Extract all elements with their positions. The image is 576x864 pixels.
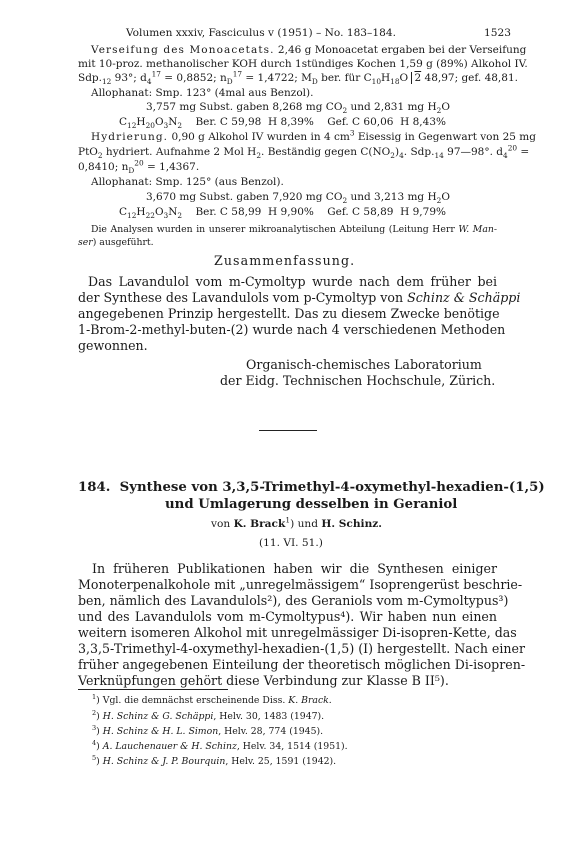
saponification-constants: $Sdp._{12}$ 93°; $d_4^{17} = 0,8852$; $n_D^{17} = 1,4722$; $M_D$ ber. für $C_{10}H_{18}O$ 2 48,97; gef. 48,81. (78, 69, 518, 87)
section-divider (259, 430, 317, 431)
footnote-number: 4 (92, 738, 97, 747)
affiliation-line-2: der Eidg. Technischen Hochschule, Zürich. (220, 373, 496, 388)
footnote-5: $^5$) H. Schinz & J. P. Bourquin, Helv. 25, 1591 (1942). (92, 753, 337, 767)
footnote-1: $^1$) Vgl. die demnächst erscheinende Diss. K. Brack. (92, 692, 332, 706)
body-line-6: 3,3,5-Trimethyl-4-oxymethyl-hexadien-(1,5) (I) hergestellt. Nach einer (78, 641, 525, 656)
article-title-line-2: und Umlagerung desselben in Geraniol (165, 497, 458, 512)
summary-heading: Zusammenfassung. (214, 253, 356, 268)
summary-line-2 (78, 290, 521, 305)
footnote-number: 5 (92, 753, 97, 762)
article-date: (11. VI. 51.) (259, 537, 323, 549)
footnote-number: 2 (92, 708, 97, 717)
author-schinz: H. Schinz. (321, 518, 382, 530)
footnote-authors: H. Schinz & G. Schäppi (102, 711, 214, 722)
analyst-name: W. Man- (458, 224, 497, 235)
saponification-text: 2,46 g Monoacetat ergaben bei der Verseifung (274, 44, 527, 56)
analyst-name-cont: ser (78, 237, 93, 248)
footnote-number: 3 (92, 723, 97, 732)
footnote-reference: , Helv. 28, 774 (1945). (218, 726, 324, 737)
allophanate-2-line: Allophanat: Smp. 125° (aus Benzol). (91, 176, 284, 188)
hydrogenation-line-2: PtO$_2$ hydriert. Aufnahme 2 Mol $H_2$. Beständig gegen $C(NO_2)_4$. $Sdp._{14}$ 97—98°. $d_4^{20}$ = (78, 143, 530, 161)
hydrogenation-line-1 (91, 128, 536, 144)
author-footnote-mark: 1 (285, 515, 291, 525)
running-header-title: Volumen xxxiv, Fasciculus v (1951) – No. 183–184. (126, 27, 396, 39)
allophanate-1-line: Allophanat: Smp. 123° (4mal aus Benzol). (91, 87, 314, 99)
footnote-reference: , Helv. 25, 1591 (1942). (225, 756, 337, 767)
authors-conjunction: ) und (290, 518, 322, 530)
footnote-3: $^3$) H. Schinz & H. L. Simon, Helv. 28, 774 (1945). (92, 723, 324, 737)
body-line-7: früher angegebenen Einteilung der theoretisch möglichen Di-isopren- (78, 657, 526, 672)
body-line-1: In früheren Publikationen haben wir die Synthesen einiger (92, 561, 497, 576)
footnote-reference: , Helv. 34, 1514 (1951). (236, 741, 348, 752)
article-title: Synthese von 3,3,5-Trimethyl-4-oxymethyl-hexadien-(1,5) (119, 480, 545, 495)
body-line-5: weitern isomeren Alkohol mit unregelmässiger Di-isopren-Kette, das (78, 625, 517, 640)
body-line-2: Monoterpenalkohole mit „unregelmässigem“ Isoprengerüst beschrie- (78, 577, 523, 592)
footnote-reference: . (328, 695, 332, 706)
saponification-label: Verseifung des Monoacetats. (91, 44, 275, 56)
body-line-8: Verknüpfungen gehört diese Verbindung zur Klasse B II⁵). (78, 673, 449, 688)
body-line-3: ben, nämlich des Lavandulols²), des Geraniols vom m-Cymoltypus³) (78, 593, 509, 608)
hydrogenation-text: 0,90 g Alkohol IV wurden in 4 $cm^3$ Eisessig in Gegenwart von 25 mg (168, 128, 536, 143)
authors-prefix: von (211, 518, 234, 530)
footnote-2: $^2$) H. Schinz & G. Schäppi, Helv. 30, 1483 (1947). (92, 708, 325, 722)
footnote-authors: H. Schinz & H. L. Simon (102, 726, 219, 737)
page-number: 1523 (484, 27, 511, 39)
hydrogenation-label: Hydrierung. (91, 131, 169, 143)
summary-line-3: angegebenen Prinzip hergestellt. Das zu diesem Zwecke benötige (78, 306, 500, 321)
footnote-authors: K. Brack (288, 695, 329, 706)
analyses-note-line-1 (91, 224, 497, 236)
footnote-text: Vgl. die demnächst erscheinende Diss. (102, 695, 289, 706)
footnote-number: 1 (92, 692, 97, 701)
summary-line-1: Das Lavandulol vom m-Cymoltyp wurde nach dem früher bei (88, 274, 497, 289)
analyses-note-line-2 (78, 237, 154, 249)
hydrogenation-line-3: 0,8410; $n_D^{20} = 1,4367$. (78, 158, 200, 176)
article-title-line-1 (78, 480, 545, 495)
footnote-rule (78, 689, 228, 690)
allophanate-1-analysis: 3,757 mg Subst. gaben 8,268 mg $CO_2$ und 2,831 mg $H_2O$ (146, 101, 450, 116)
summary-line-2-text: der Synthese des Lavandulols vom p-Cymoltyp von (78, 290, 408, 305)
allophanate-1-formula: $C_{12}H_{20}O_3N_2$ Ber. C 59,98 H 8,39% Gef. C 60,06 H 8,43% (119, 116, 446, 131)
footnote-4: $^4$) A. Lauchenauer & H. Schinz, Helv. 34, 1514 (1951). (92, 738, 348, 752)
footnote-reference: , Helv. 30, 1483 (1947). (213, 711, 325, 722)
body-line-4: und des Lavandulols vom m-Cymoltypus⁴). Wir haben nun einen (78, 609, 497, 624)
analyses-note-text: Die Analysen wurden in unserer mikroanalytischen Abteilung (Leitung Herr (91, 224, 459, 235)
author-brack: K. Brack (233, 518, 286, 530)
summary-cited-authors: Schinz & Schäppi (407, 290, 521, 305)
saponification-line-1 (91, 43, 527, 57)
summary-line-5: gewonnen. (78, 338, 148, 353)
article-authors (211, 515, 382, 530)
saponification-line-2: mit 10-proz. methanolischer KOH durch 1stündiges Kochen 1,59 g (89%) Alkohol IV. (78, 58, 528, 70)
summary-line-4: 1-Brom-2-methyl-buten-(2) wurde nach 4 verschiedenen Methoden (78, 322, 506, 337)
footnote-authors: A. Lauchenauer & H. Schinz (102, 741, 237, 752)
affiliation-line-1: Organisch-chemisches Laboratorium (246, 357, 482, 372)
allophanate-2-analysis: 3,670 mg Subst. gaben 7,920 mg $CO_2$ und 3,213 mg $H_2O$ (146, 191, 450, 206)
article-number: 184. (78, 480, 111, 495)
analyses-note-end: ) ausgeführt. (92, 237, 154, 248)
footnote-authors: H. Schinz & J. P. Bourquin (102, 756, 226, 767)
allophanate-2-formula: $C_{12}H_{22}O_3N_2$ Ber. C 58,99 H 9,90% Gef. C 58,89 H 9,79% (119, 206, 446, 221)
